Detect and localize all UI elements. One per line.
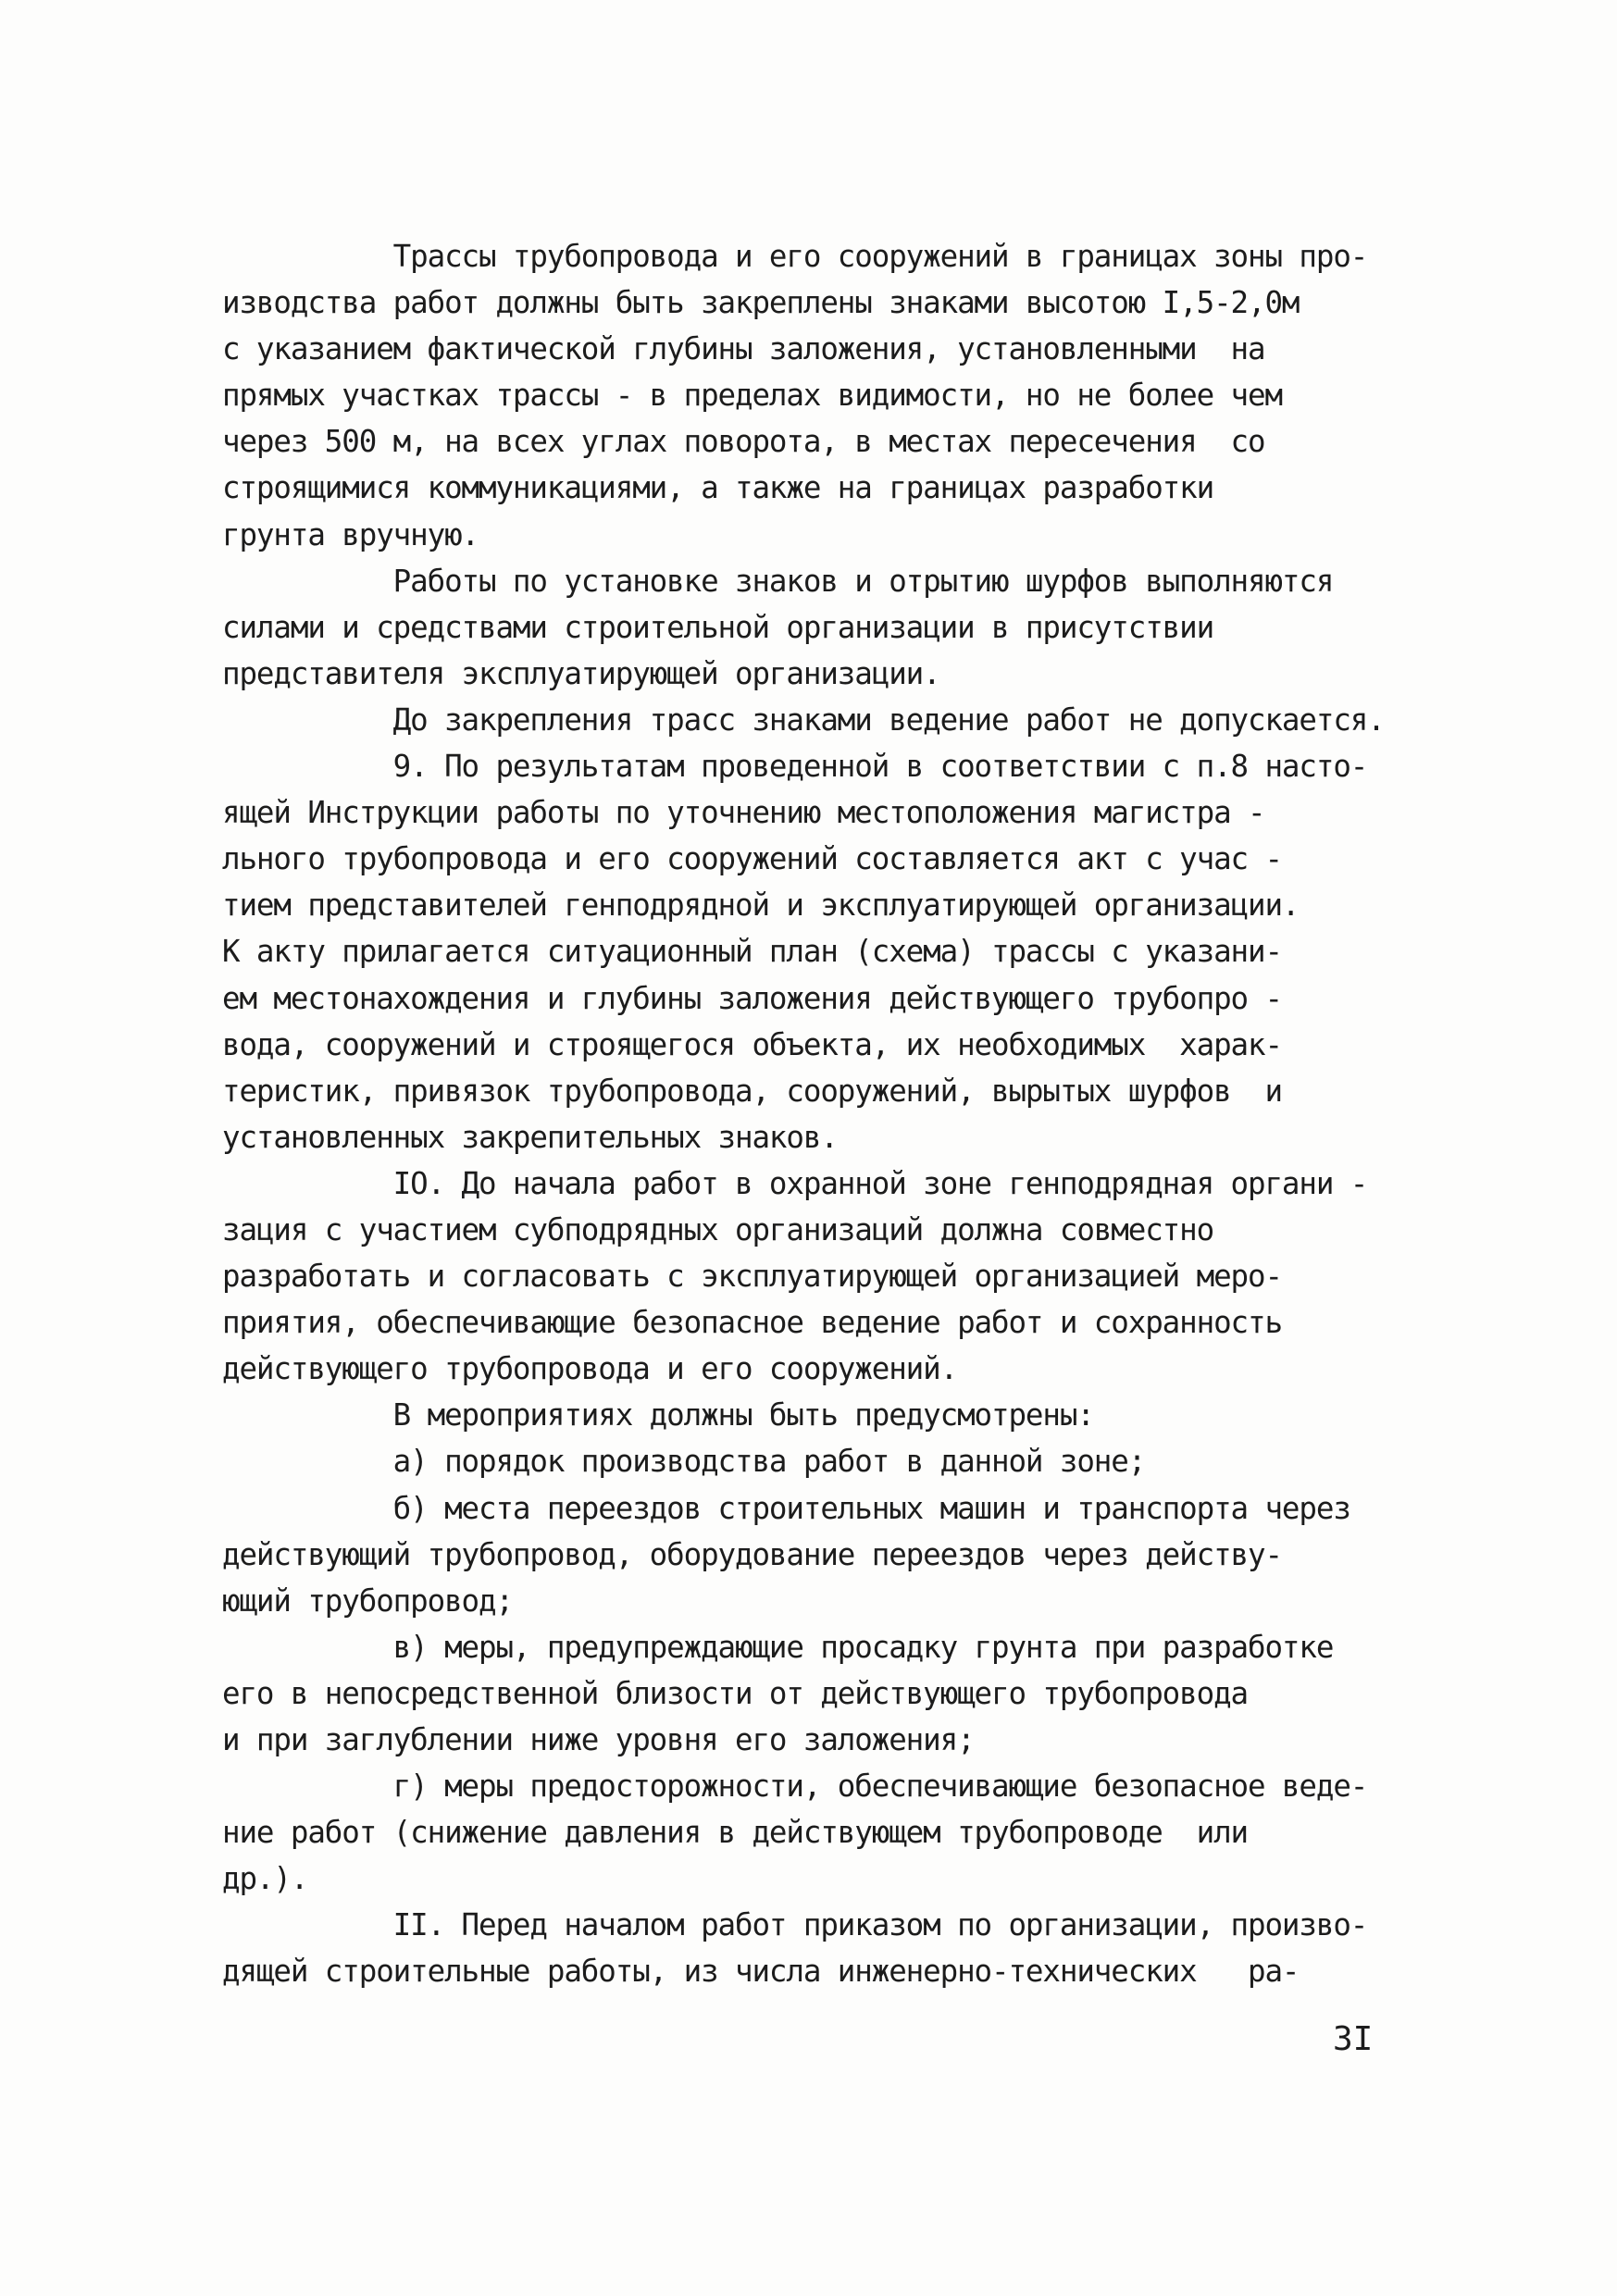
text-line: ние работ (снижение давления в действующем трубопроводе или xyxy=(222,1815,1248,1851)
text-line: разработать и согласовать с эксплуатирующей организацией меро- xyxy=(222,1259,1282,1295)
text-line: его в непосредственной близости от действующего трубопровода xyxy=(222,1675,1248,1711)
text-line: льного трубопровода и его сооружений составляется акт с учас - xyxy=(222,841,1282,877)
text-line: тием представителей генподрядной и эксплуатирующей организации. xyxy=(222,887,1300,924)
text-line: Работы по установке знаков и отрытию шурфов выполняются xyxy=(222,563,1334,599)
text-line: IO. До начала работ в охранной зоне генподрядная органи - xyxy=(222,1165,1368,1201)
text-line: представителя эксплуатирующей организации. xyxy=(222,655,940,691)
text-line: а) порядок производства работ в данной зоне; xyxy=(222,1444,1146,1480)
text-line: изводства работ должны быть закреплены знаками высотою I,5-2,0м xyxy=(222,285,1300,321)
text-line: действующего трубопровода и его сооружений. xyxy=(222,1351,958,1387)
text-line: К акту прилагается ситуационный план (схема) трассы с указани- xyxy=(222,934,1282,970)
text-line: зация с участием субподрядных организаций должна совместно xyxy=(222,1211,1214,1247)
text-line: В мероприятиях должны быть предусмотрены: xyxy=(222,1397,1094,1433)
text-line: ящей Инструкции работы по уточнению местоположения магистра - xyxy=(222,795,1265,831)
page-number: 3I xyxy=(1333,2020,1374,2058)
text-line: дящей строительные работы, из числа инженерно-технических ра- xyxy=(222,1954,1300,1990)
text-line: теристик, привязок трубопровода, сооружений, вырытых шурфов и xyxy=(222,1073,1282,1109)
text-line: прямых участках трассы - в пределах видимости, но не более чем xyxy=(222,378,1282,414)
text-line: действующий трубопровод, оборудование переездов через действу- xyxy=(222,1536,1282,1572)
text-line: через 500 м, на всех углах поворота, в местах пересечения со xyxy=(222,424,1265,460)
text-line: г) меры предосторожности, обеспечивающие безопасное веде- xyxy=(222,1769,1368,1805)
text-line: и при заглублении ниже уровня его заложения; xyxy=(222,1722,975,1757)
text-line: строящимися коммуникациями, а также на границах разработки xyxy=(222,470,1214,506)
text-line: вода, сооружений и строящегося объекта, их необходимых харак- xyxy=(222,1026,1282,1062)
text-line: До закрепления трасс знаками ведение работ не допускается. xyxy=(222,701,1385,738)
text-line: установленных закрепительных знаков. xyxy=(222,1119,838,1155)
text-line: ем местонахождения и глубины заложения действующего трубопро - xyxy=(222,980,1282,1016)
text-line: силами и средствами строительной организации в присутствии xyxy=(222,609,1214,645)
text-line: ющий трубопровод; xyxy=(222,1582,513,1619)
body-text xyxy=(222,233,1402,1995)
text-line: б) места переездов строительных машин и транспорта через xyxy=(222,1490,1350,1526)
text-line: Трассы трубопровода и его сооружений в границах зоны про- xyxy=(222,239,1368,274)
text-line: в) меры, предупреждающие просадку грунта при разработке xyxy=(222,1629,1334,1665)
text-line: 9. По результатам проведенной в соответствии с п.8 насто- xyxy=(222,749,1368,785)
text-line: грунта вручную. xyxy=(222,516,479,552)
text-line: с указанием фактической глубины заложения, установленными на xyxy=(222,331,1265,367)
text-line: II. Перед началом работ приказом по организации, произво- xyxy=(222,1907,1368,1943)
text-line: приятия, обеспечивающие безопасное ведение работ и сохранность xyxy=(222,1305,1282,1341)
text-line: др.). xyxy=(222,1861,308,1897)
